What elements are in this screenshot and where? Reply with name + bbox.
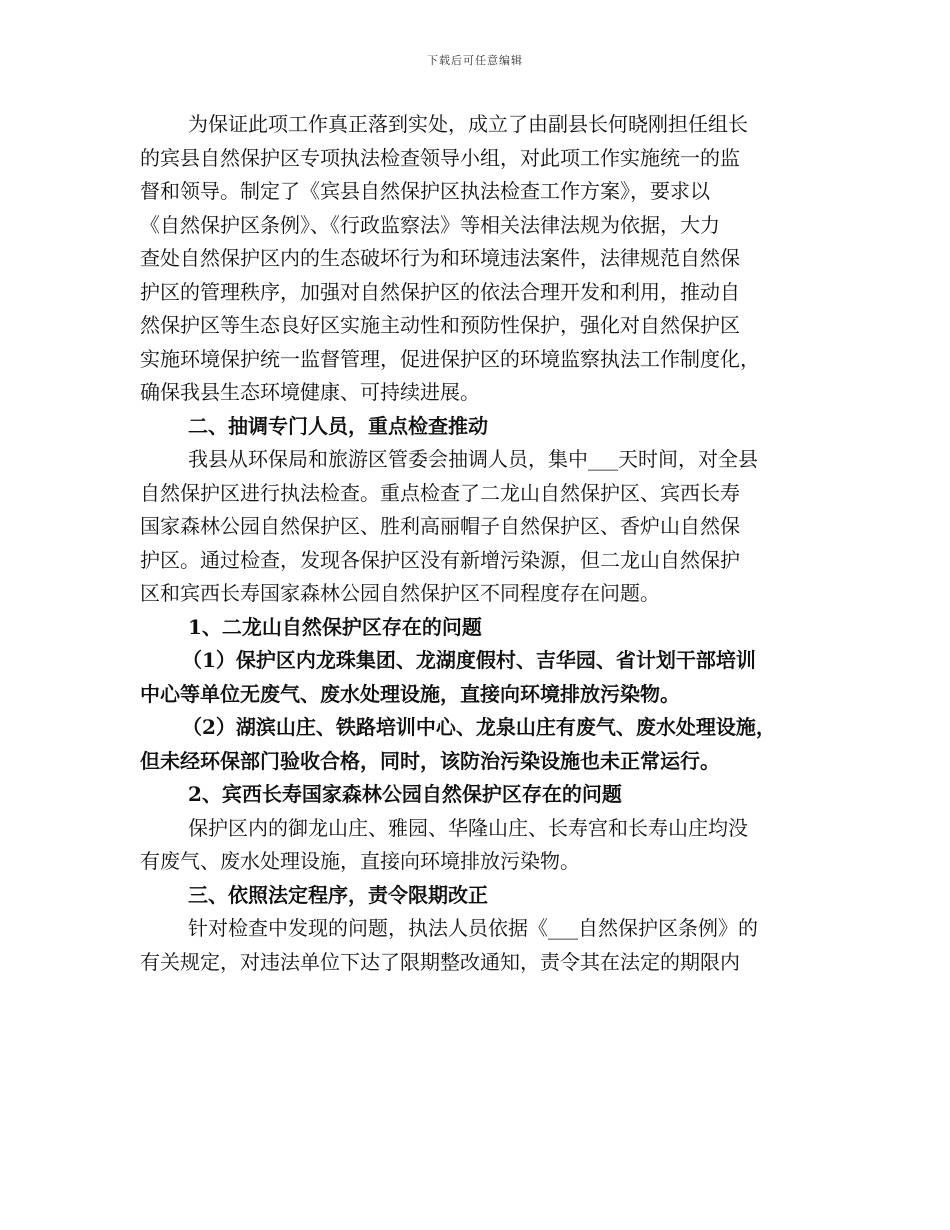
document-body bbox=[140, 108, 820, 979]
text-line: 护区的管理秩序，加强对自然保护区的依法合理开发和利用，推动自 bbox=[140, 279, 740, 304]
text-line: 有废气、废水处理设施，直接向环境排放污染物。 bbox=[140, 849, 580, 873]
text-line: 中心等单位无废气、废水处理设施，直接向环境排放污染物。 bbox=[140, 681, 680, 706]
text-line: 1、二龙山自然保护区存在的问题 bbox=[188, 614, 482, 639]
page-header: 下载后可任意编辑 bbox=[427, 54, 523, 67]
text-line: 区和宾西长寿国家森林公园自然保护区不同程度存在问题。 bbox=[140, 581, 660, 605]
text-line: 《自然保护区条例》、《行政监察法》等相关法律法规为依据，大力 bbox=[140, 212, 720, 237]
text-line: （1）保护区内龙珠集团、龙湖度假村、吉华园、省计划干部培训 bbox=[182, 648, 756, 672]
text-line: 督和领导。制定了《宾县自然保护区执法检查工作方案》，要求以 bbox=[140, 179, 710, 203]
text-line: 实施环境保护统一监督管理，促进保护区的环境监察执法工作制度化， bbox=[140, 346, 760, 371]
text-line: 保护区内的御龙山庄、雅园、华隆山庄、长寿宫和长寿山庄均没 bbox=[188, 815, 748, 840]
text-line: 针对检查中发现的问题，执法人员依据《___自然保护区条例》的 bbox=[188, 916, 758, 940]
text-line: 国家森林公园自然保护区、胜利高丽帽子自然保护区、香炉山自然保 bbox=[140, 514, 740, 538]
text-line: 然保护区等生态良好区实施主动性和预防性保护，强化对自然保护区 bbox=[140, 313, 740, 337]
text-line: 有关规定，对违法单位下达了限期整改通知，责令其在法定的期限内 bbox=[140, 949, 740, 974]
text-line: 自然保护区进行执法检查。重点检查了二龙山自然保护区、宾西长寿 bbox=[140, 480, 740, 505]
text-line: 三、依照法定程序，责令限期改正 bbox=[188, 882, 488, 907]
text-line: 二、抽调专门人员，重点检查推动 bbox=[188, 413, 488, 438]
text-line: 护区。通过检查，发现各保护区没有新增污染源，但二龙山自然保护 bbox=[140, 547, 740, 572]
text-line: 为保证此项工作真正落到实处，成立了由副县长何晓刚担任组长 bbox=[188, 112, 748, 136]
text-line: 2、宾西长寿国家森林公园自然保护区存在的问题 bbox=[188, 782, 622, 806]
text-line: 但未经环保部门验收合格，同时，该防治污染设施也未正常运行。 bbox=[140, 748, 720, 773]
text-line: （2）湖滨山庄、铁路培训中心、龙泉山庄有废气、废水处理设施， bbox=[182, 715, 776, 739]
text-line: 查处自然保护区内的生态破坏行为和环境违法案件，法律规范自然保 bbox=[140, 246, 740, 270]
text-line: 确保我县生态环境健康、可持续进展。 bbox=[140, 380, 480, 404]
text-line: 的宾县自然保护区专项执法检查领导小组，对此项工作实施统一的监 bbox=[140, 145, 740, 170]
text-line: 我县从环保局和旅游区管委会抽调人员，集中___天时间，对全县 bbox=[188, 447, 758, 471]
